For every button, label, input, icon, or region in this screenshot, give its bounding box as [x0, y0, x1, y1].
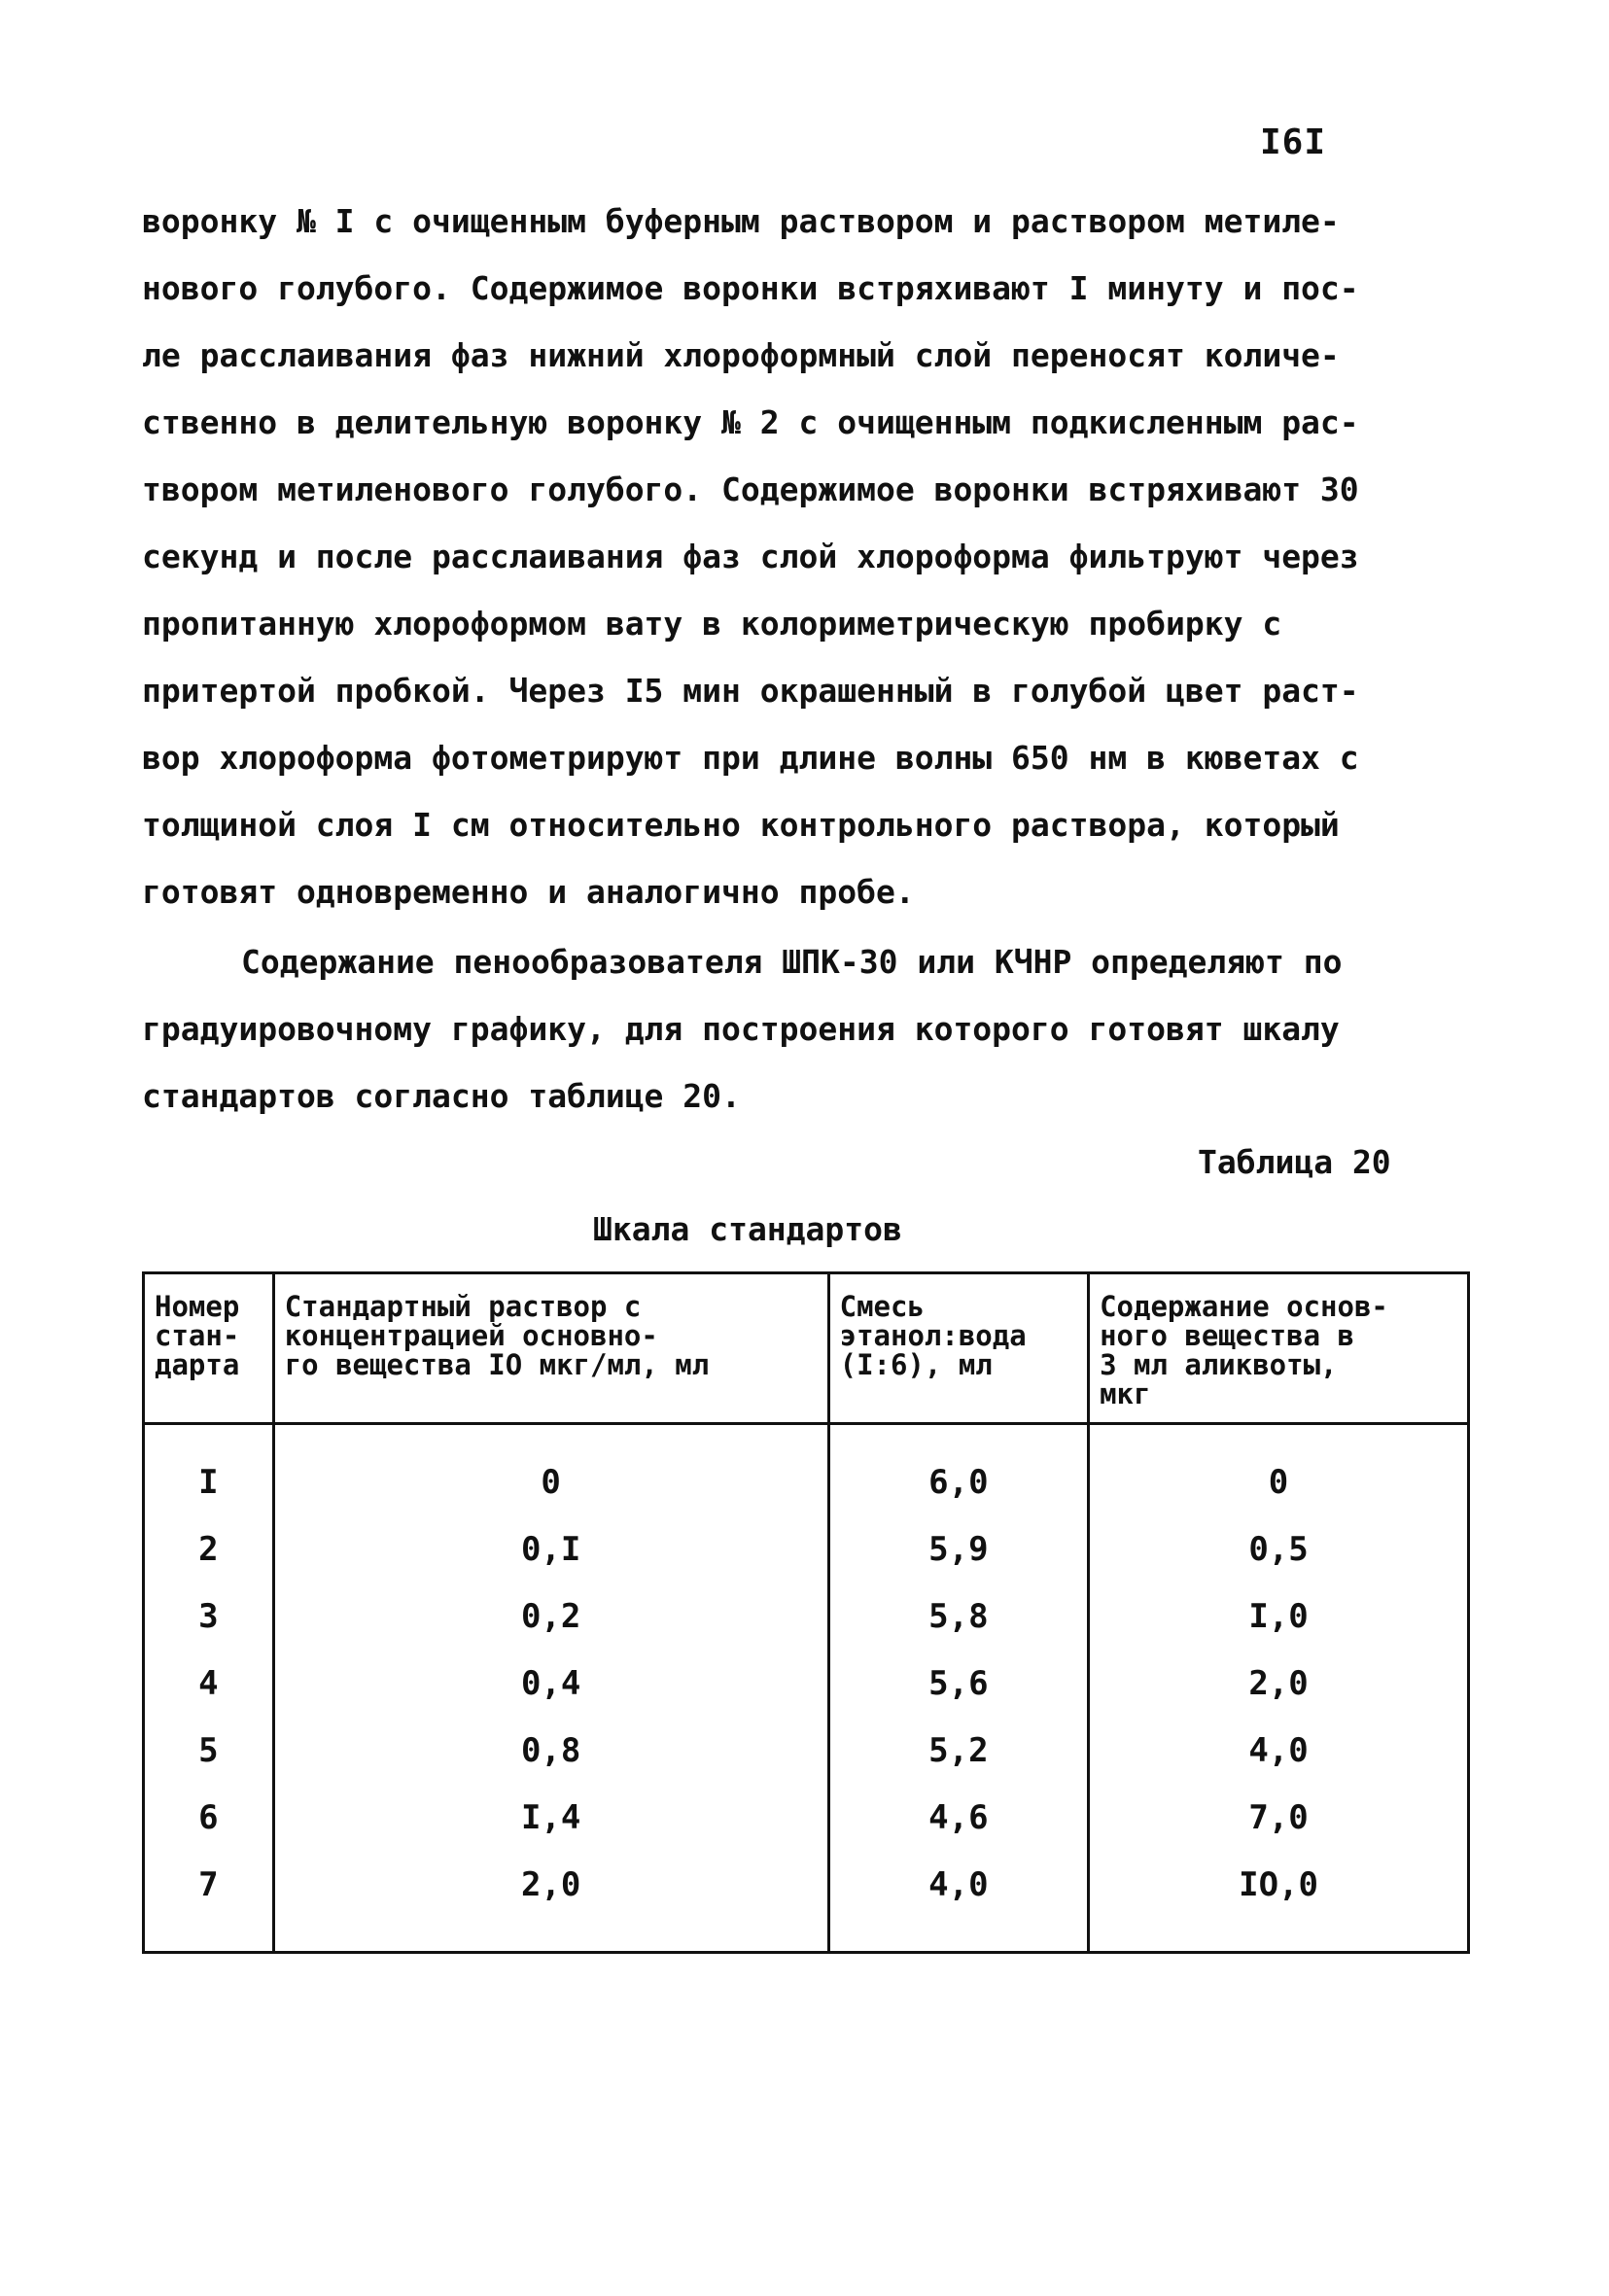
- header-text: Номер: [155, 1290, 240, 1323]
- text-line: твором метиленового голубого. Содержимое воронки встряхивают 30: [142, 470, 1359, 508]
- header-text: (I:6), мл: [839, 1348, 993, 1381]
- text-line: воронку № I с очищенным буферным раствором и раствором метиле-: [142, 202, 1340, 240]
- header-text: концентрацией основно-: [284, 1319, 658, 1352]
- table-row: [144, 1784, 1469, 1851]
- cell-number: 3: [144, 1583, 274, 1650]
- header-text: этанол:вода: [839, 1319, 1027, 1352]
- text-line: толщиной слоя I см относительно контрольного раствора, который: [142, 806, 1340, 844]
- table-row: [144, 1424, 1469, 1516]
- cell-mix: 5,9: [828, 1515, 1088, 1583]
- cell-mix: 6,0: [828, 1424, 1088, 1516]
- cell-number: 7: [144, 1851, 274, 1953]
- cell-standard-solution: 0,2: [273, 1583, 828, 1650]
- text-line: вор хлороформа фотометрируют при длине волны 650 нм в кюветах с: [142, 739, 1359, 777]
- header-text: го вещества IO мкг/мл, мл: [284, 1348, 710, 1381]
- text-line: нового голубого. Содержимое воронки встряхивают I минуту и пос-: [142, 269, 1359, 307]
- header-text: Смесь: [839, 1290, 925, 1323]
- cell-content: 0,5: [1089, 1515, 1469, 1583]
- header-text: ного вещества в: [1100, 1319, 1354, 1352]
- header-standard-solution: [273, 1273, 828, 1424]
- text-line: градуировочному графику, для построения которого готовят шкалу: [142, 1010, 1340, 1048]
- cell-standard-solution: 0,4: [273, 1650, 828, 1717]
- header-substance-content: [1089, 1273, 1469, 1424]
- text-line: притертой пробкой. Через I5 мин окрашенный в голубой цвет раст-: [142, 672, 1359, 710]
- header-text: Содержание основ-: [1100, 1290, 1388, 1323]
- text-line: ле расслаивания фаз нижний хлороформный слой переносят количе-: [142, 336, 1340, 374]
- cell-number: 2: [144, 1515, 274, 1583]
- cell-standard-solution: 2,0: [273, 1851, 828, 1953]
- cell-number: I: [144, 1424, 274, 1516]
- table-header-row: [144, 1273, 1469, 1424]
- text-line: Содержание пенообразователя ШПК-30 или КЧНР определяют по: [241, 943, 1343, 981]
- header-standard-number: [144, 1273, 274, 1424]
- cell-standard-solution: 0,I: [273, 1515, 828, 1583]
- table-row: [144, 1515, 1469, 1583]
- cell-mix: 4,0: [828, 1851, 1088, 1953]
- table-caption: Таблица 20: [1198, 1143, 1391, 1181]
- cell-number: 5: [144, 1717, 274, 1784]
- paragraph-calibration: [142, 928, 1476, 1130]
- cell-content: IO,0: [1089, 1851, 1469, 1953]
- cell-content: 7,0: [1089, 1784, 1469, 1851]
- header-text: стан-: [155, 1319, 240, 1352]
- cell-number: 4: [144, 1650, 274, 1717]
- cell-standard-solution: 0: [273, 1424, 828, 1516]
- text-line: готовят одновременно и аналогично пробе.: [142, 873, 915, 911]
- cell-mix: 4,6: [828, 1784, 1088, 1851]
- cell-standard-solution: 0,8: [273, 1717, 828, 1784]
- text-line: ственно в делительную воронку № 2 с очищенным подкисленным рас-: [142, 403, 1359, 441]
- header-ethanol-water-mix: [828, 1273, 1088, 1424]
- table-row: [144, 1650, 1469, 1717]
- text-line: пропитанную хлороформом вату в колориметрическую пробирку с: [142, 605, 1282, 643]
- cell-standard-solution: I,4: [273, 1784, 828, 1851]
- table-row: [144, 1717, 1469, 1784]
- cell-number: 6: [144, 1784, 274, 1851]
- standards-table: [142, 1271, 1470, 1954]
- paragraph-procedure: [142, 188, 1476, 925]
- text-line: секунд и после расслаивания фаз слой хлороформа фильтруют через: [142, 538, 1359, 575]
- header-text: Стандартный раствор с: [284, 1290, 642, 1323]
- table-title: Шкала стандартов: [593, 1210, 902, 1248]
- text-line: стандартов согласно таблице 20.: [142, 1077, 741, 1115]
- page-number: I6I: [1260, 122, 1327, 162]
- cell-content: 2,0: [1089, 1650, 1469, 1717]
- cell-mix: 5,8: [828, 1583, 1088, 1650]
- header-text: 3 мл аликвоты,: [1100, 1348, 1338, 1381]
- cell-content: 0: [1089, 1424, 1469, 1516]
- table-row: [144, 1851, 1469, 1953]
- cell-mix: 5,2: [828, 1717, 1088, 1784]
- cell-mix: 5,6: [828, 1650, 1088, 1717]
- header-text: дарта: [155, 1348, 240, 1381]
- header-text: мкг: [1100, 1377, 1151, 1410]
- cell-content: I,0: [1089, 1583, 1469, 1650]
- table-row: [144, 1583, 1469, 1650]
- cell-content: 4,0: [1089, 1717, 1469, 1784]
